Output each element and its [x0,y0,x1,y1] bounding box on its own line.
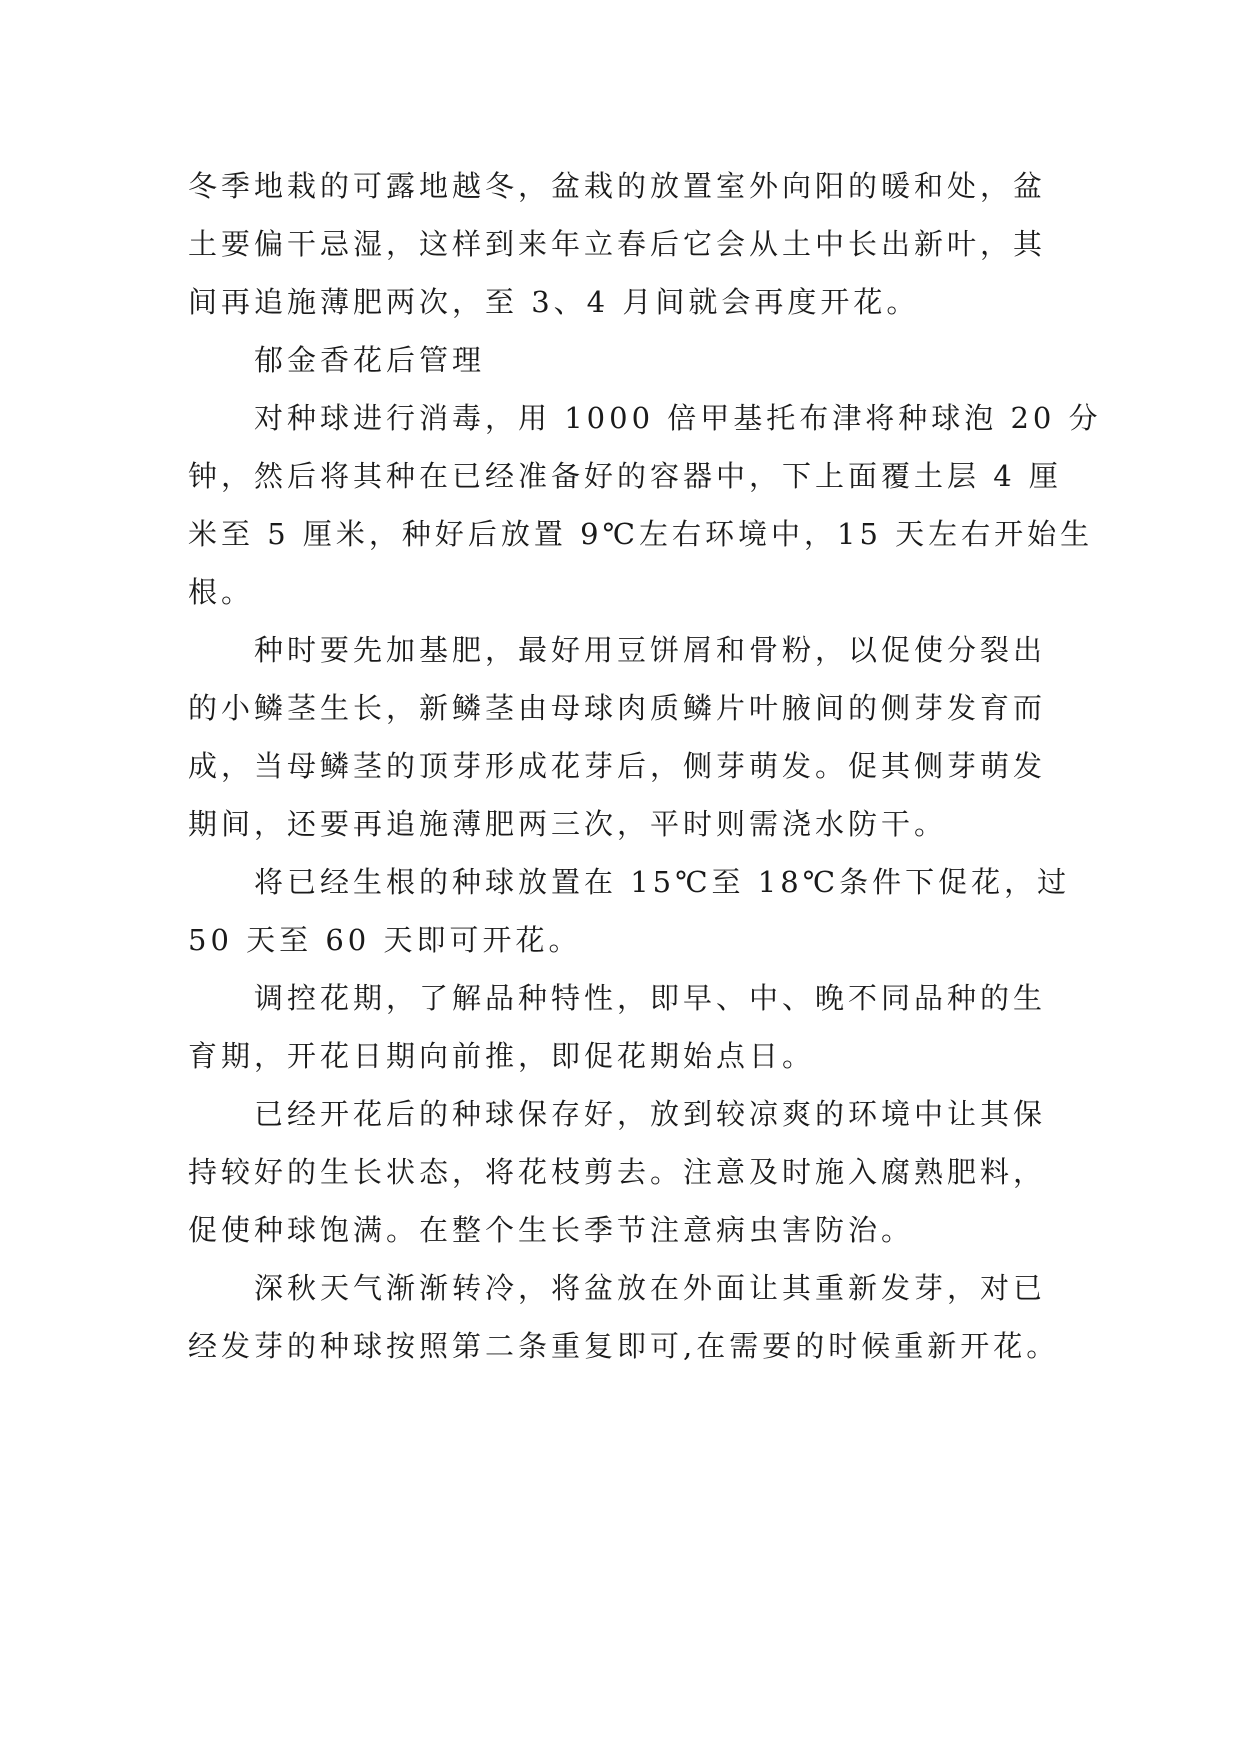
text-line: 促使种球饱满。在整个生长季节注意病虫害防治。 [188,1213,915,1247]
text-line: 深秋天气渐渐转冷，将盆放在外面让其重新发芽，对已 [254,1271,1047,1305]
text-line: 间再追施薄肥两次，至 3、4 月间就会再度开花。 [188,285,920,319]
text-line: 持较好的生长状态，将花枝剪去。注意及时施入腐熟肥料， [188,1155,1047,1189]
text-line: 的小鳞茎生长，新鳞茎由母球肉质鳞片叶腋间的侧芽发育而 [188,691,1047,725]
text-line: 成，当母鳞茎的顶芽形成花芽后，侧芽萌发。促其侧芽萌发 [188,749,1047,783]
text-line: 钟，然后将其种在已经准备好的容器中，下上面覆土层 4 厘 [188,459,1062,493]
text-line: 期间，还要再追施薄肥两三次，平时则需浇水防干。 [188,807,948,841]
text-line: 将已经生根的种球放置在 15℃至 18℃条件下促花，过 [254,865,1071,899]
text-line: 育期，开花日期向前推，即促花期始点日。 [188,1039,816,1073]
text-line: 已经开花后的种球保存好，放到较凉爽的环境中让其保 [254,1097,1047,1131]
text-line: 对种球进行消毒，用 1000 倍甲基托布津将种球泡 20 分 [254,401,1102,435]
text-line: 调控花期，了解品种特性，即早、中、晚不同品种的生 [254,981,1047,1015]
text-line: 经发芽的种球按照第二条重复即可,在需要的时候重新开花。 [188,1329,1060,1363]
text-line: 50 天至 60 天即可开花。 [188,923,582,957]
section-heading: 郁金香花后管理 [254,343,486,377]
text-line: 根。 [188,575,255,609]
text-line: 冬季地栽的可露地越冬，盆栽的放置室外向阳的暖和处，盆 [188,169,1047,203]
text-line: 米至 5 厘米，种好后放置 9℃左右环境中，15 天左右开始生 [188,517,1094,551]
text-line: 种时要先加基肥，最好用豆饼屑和骨粉，以促使分裂出 [254,633,1047,667]
text-line: 土要偏干忌湿，这样到来年立春后它会从土中长出新叶，其 [188,227,1047,261]
